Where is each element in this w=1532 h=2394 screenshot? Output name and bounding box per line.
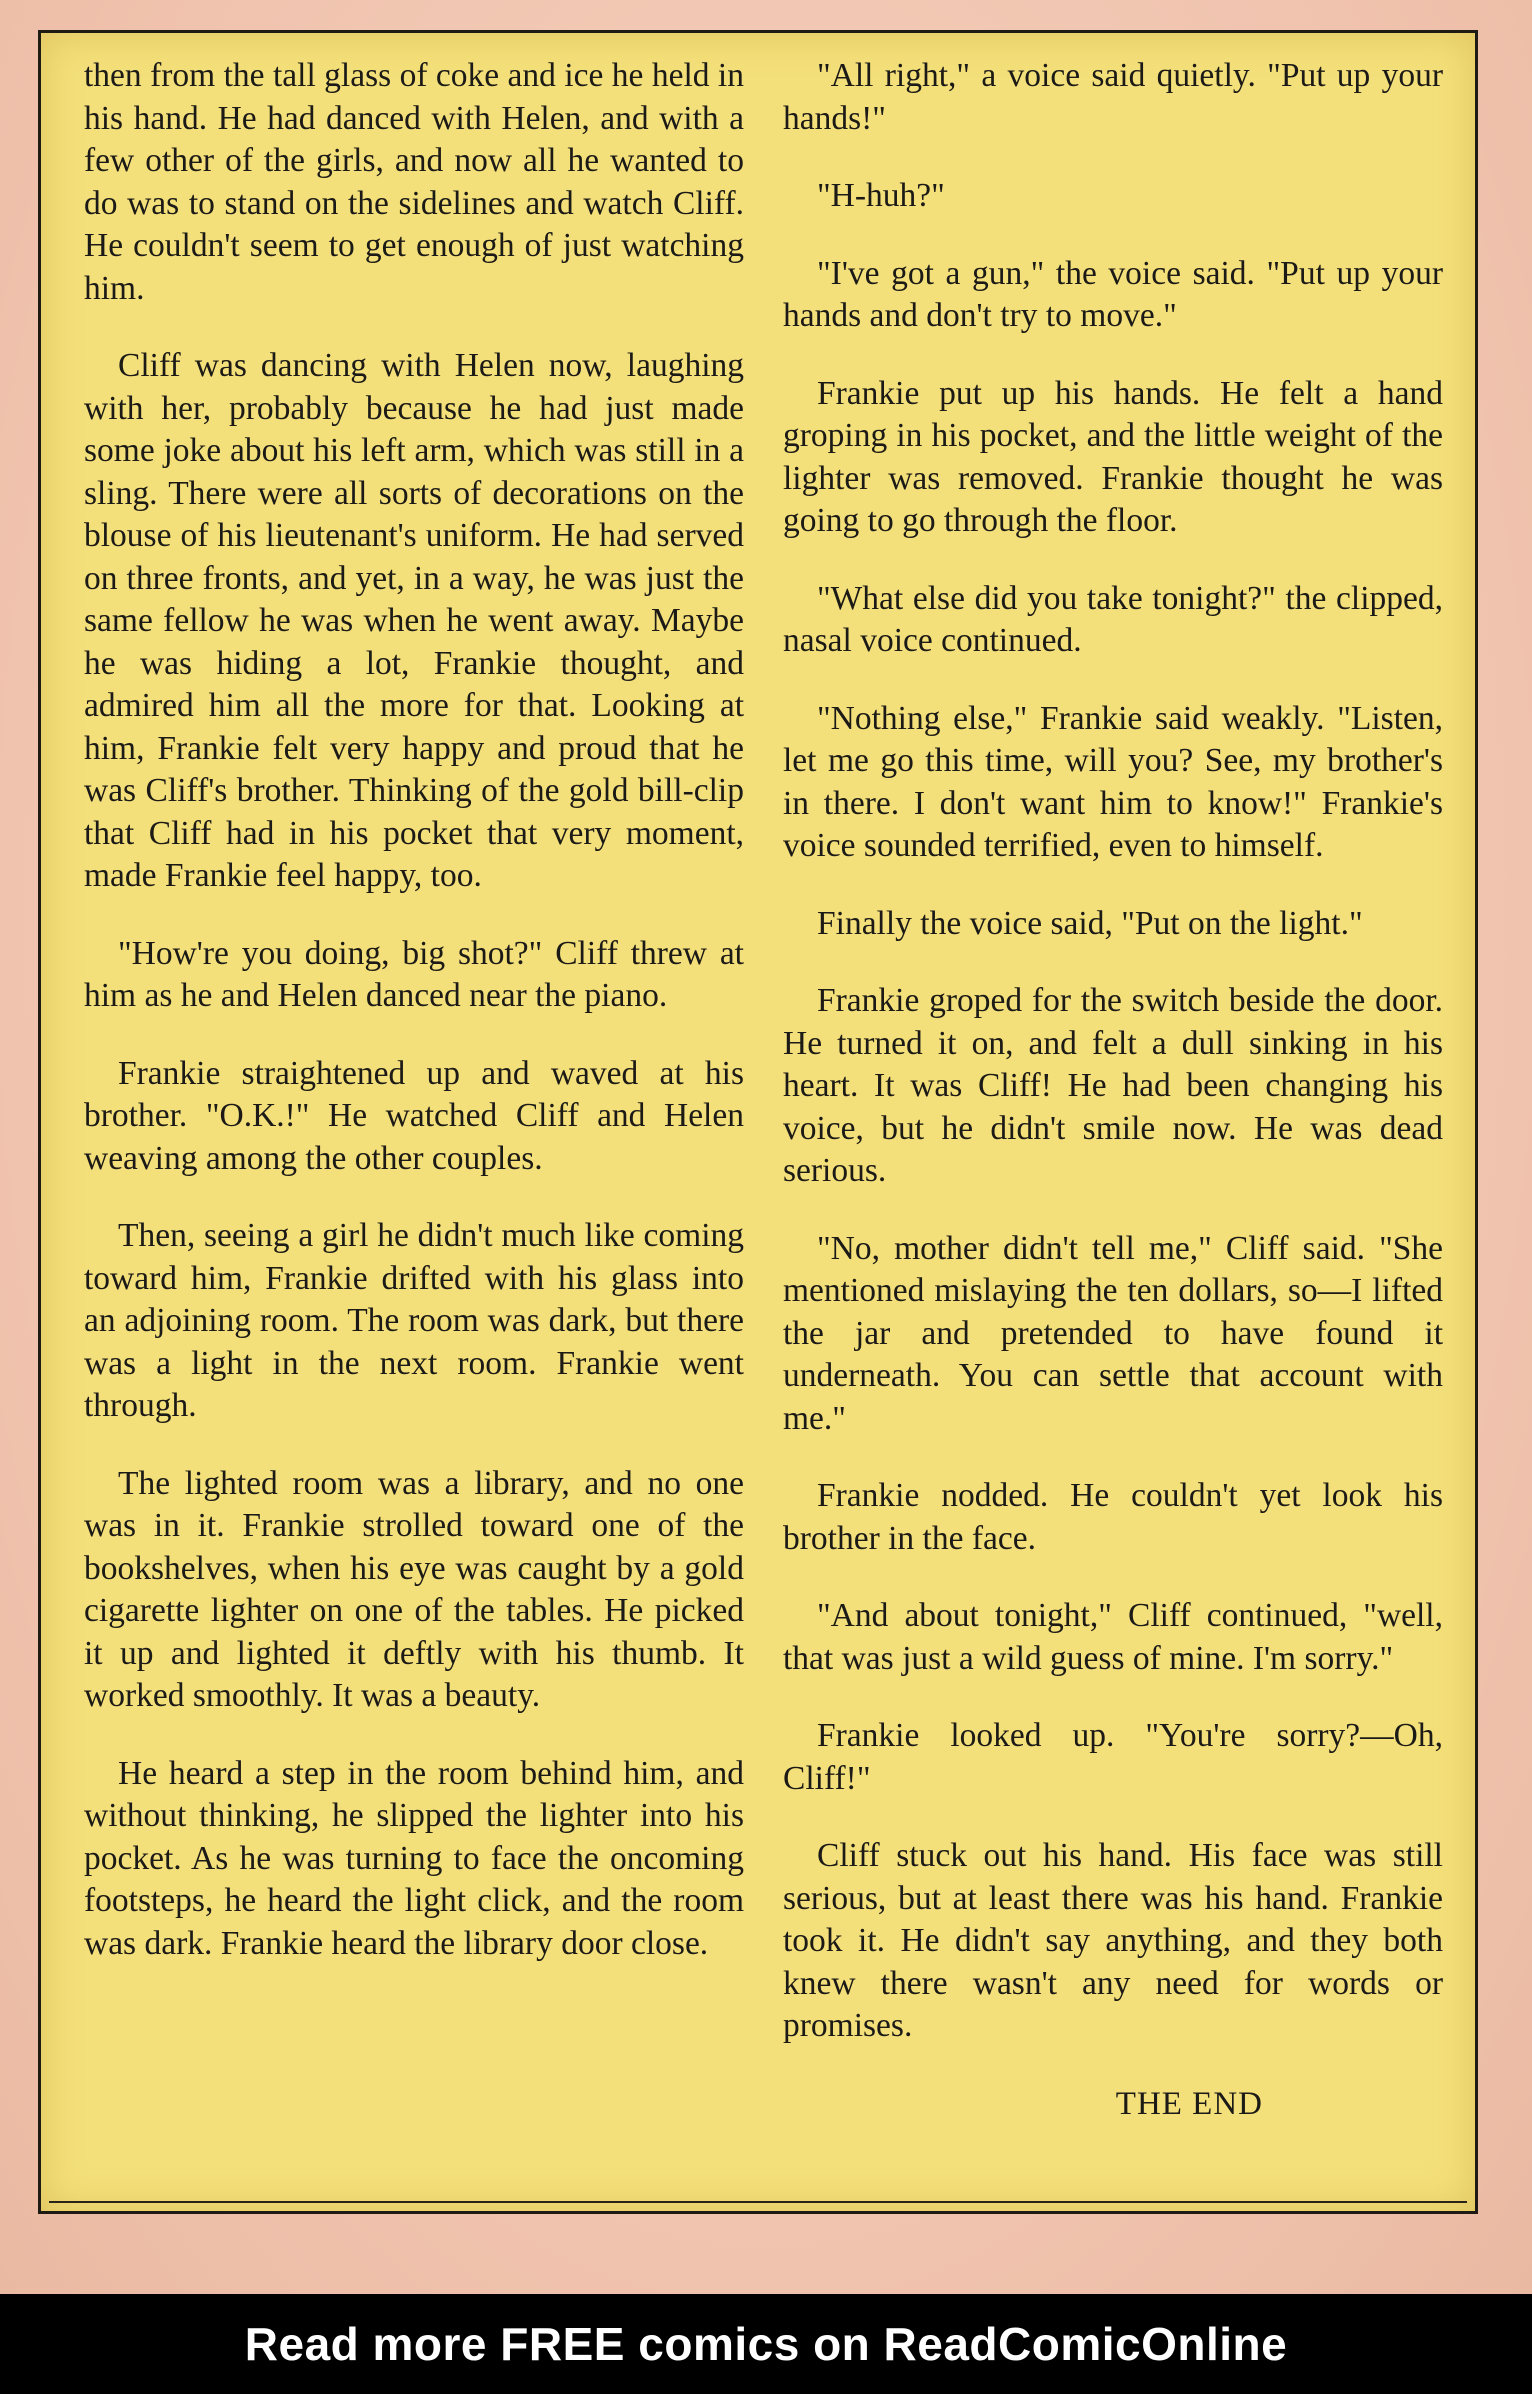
- promo-banner[interactable]: [0, 2294, 1532, 2394]
- paragraph: Frankie put up his hands. He felt a hand groping in his pocket, and the little weight of the lighter was removed. Frankie thought he was going to go through the floor.: [783, 374, 1443, 539]
- paragraph: "And about tonight," Cliff continued, "well, that was just a wild guess of mine. I'm sorry.": [783, 1597, 1443, 1677]
- paragraph: "What else did you take tonight?" the clipped, nasal voice continued.: [783, 579, 1443, 659]
- promo-banner-text[interactable]: Read more FREE comics on ReadComicOnline: [244, 2318, 1288, 2370]
- right-text-column: [783, 55, 1443, 2125]
- paragraph: Frankie looked up. "You're sorry?—Oh, Cliff!": [783, 1717, 1443, 1797]
- bottom-rule: [49, 2201, 1467, 2203]
- left-text-column: [84, 55, 744, 2000]
- paragraph: Then, seeing a girl he didn't much like coming toward him, Frankie drifted with his glass into an adjoining room. The room was dark, but there was a light in the next room. Frankie went through.: [84, 1217, 744, 1424]
- paragraph: "All right," a voice said quietly. "Put up your hands!": [783, 57, 1443, 137]
- paragraph: "Nothing else," Frankie said weakly. "Listen, let me go this time, will you? See, my brother's in there. I don't want him to know!" Frankie's voice sounded terrified, even to himself.: [783, 699, 1443, 864]
- paragraph: Frankie nodded. He couldn't yet look his brother in the face.: [783, 1477, 1443, 1557]
- paragraph: The lighted room was a library, and no one was in it. Frankie strolled toward one of the bookshelves, when his eye was caught by a gold cigarette lighter on one of the tables. He picked it up and lighted it deftly with his thumb. It worked smoothly. It was a beauty.: [84, 1464, 744, 1714]
- paragraph: "H-huh?": [817, 177, 945, 214]
- paragraph: Frankie straightened up and waved at his brother. "O.K.!" He watched Cliff and Helen weaving among the other couples.: [84, 1054, 744, 1177]
- paragraph: then from the tall glass of coke and ice he held in his hand. He had danced with Helen, and with a few other of the girls, and now all he wanted to do was to stand on the sidelines and watch Cliff. He couldn't seem to get enough of just watching him.: [84, 57, 744, 307]
- paragraph: "How're you doing, big shot?" Cliff threw at him as he and Helen danced near the piano.: [84, 934, 744, 1014]
- paragraph: Frankie groped for the switch beside the door. He turned it on, and felt a dull sinking in his heart. It was Cliff! He had been changing his voice, but he didn't smile now. He was dead serious.: [783, 982, 1443, 1189]
- paragraph: "I've got a gun," the voice said. "Put up your hands and don't try to move.": [783, 254, 1443, 334]
- paragraph: He heard a step in the room behind him, and without thinking, he slipped the lighter into his pocket. As he was turning to face the oncoming footsteps, he heard the light click, and the room was dark. Frankie heard the library door close.: [84, 1754, 744, 1962]
- story-text-panel: [38, 30, 1478, 2214]
- paragraph: Cliff stuck out his hand. His face was still serious, but at least there was his hand. Frankie took it. He didn't say anything, and they both knew there wasn't any need for words or promises.: [783, 1837, 1443, 2044]
- paragraph: Finally the voice said, "Put on the light.": [817, 904, 1363, 942]
- paragraph: Cliff was dancing with Helen now, laughing with her, probably because he had just made some joke about his left arm, which was still in a sling. There were all sorts of decorations on the blouse of his lieutenant's uniform. He had served on three fronts, and yet, in a way, he was just the same fellow he was when he went away. Maybe he was hiding a lot, Frankie thought, and admired him all the more for that. Looking at him, Frankie felt very happy and proud that he was Cliff's brother. Thinking of the gold bill-clip that Cliff had in his pocket that very moment, made Frankie feel happy, too.: [84, 347, 744, 894]
- paragraph: "No, mother didn't tell me," Cliff said. "She mentioned mislaying the ten dollars, so—I lifted the jar and pretended to have found it underneath. You can settle that account with me.": [783, 1229, 1443, 1437]
- the-end-label: THE END: [1115, 2085, 1263, 2122]
